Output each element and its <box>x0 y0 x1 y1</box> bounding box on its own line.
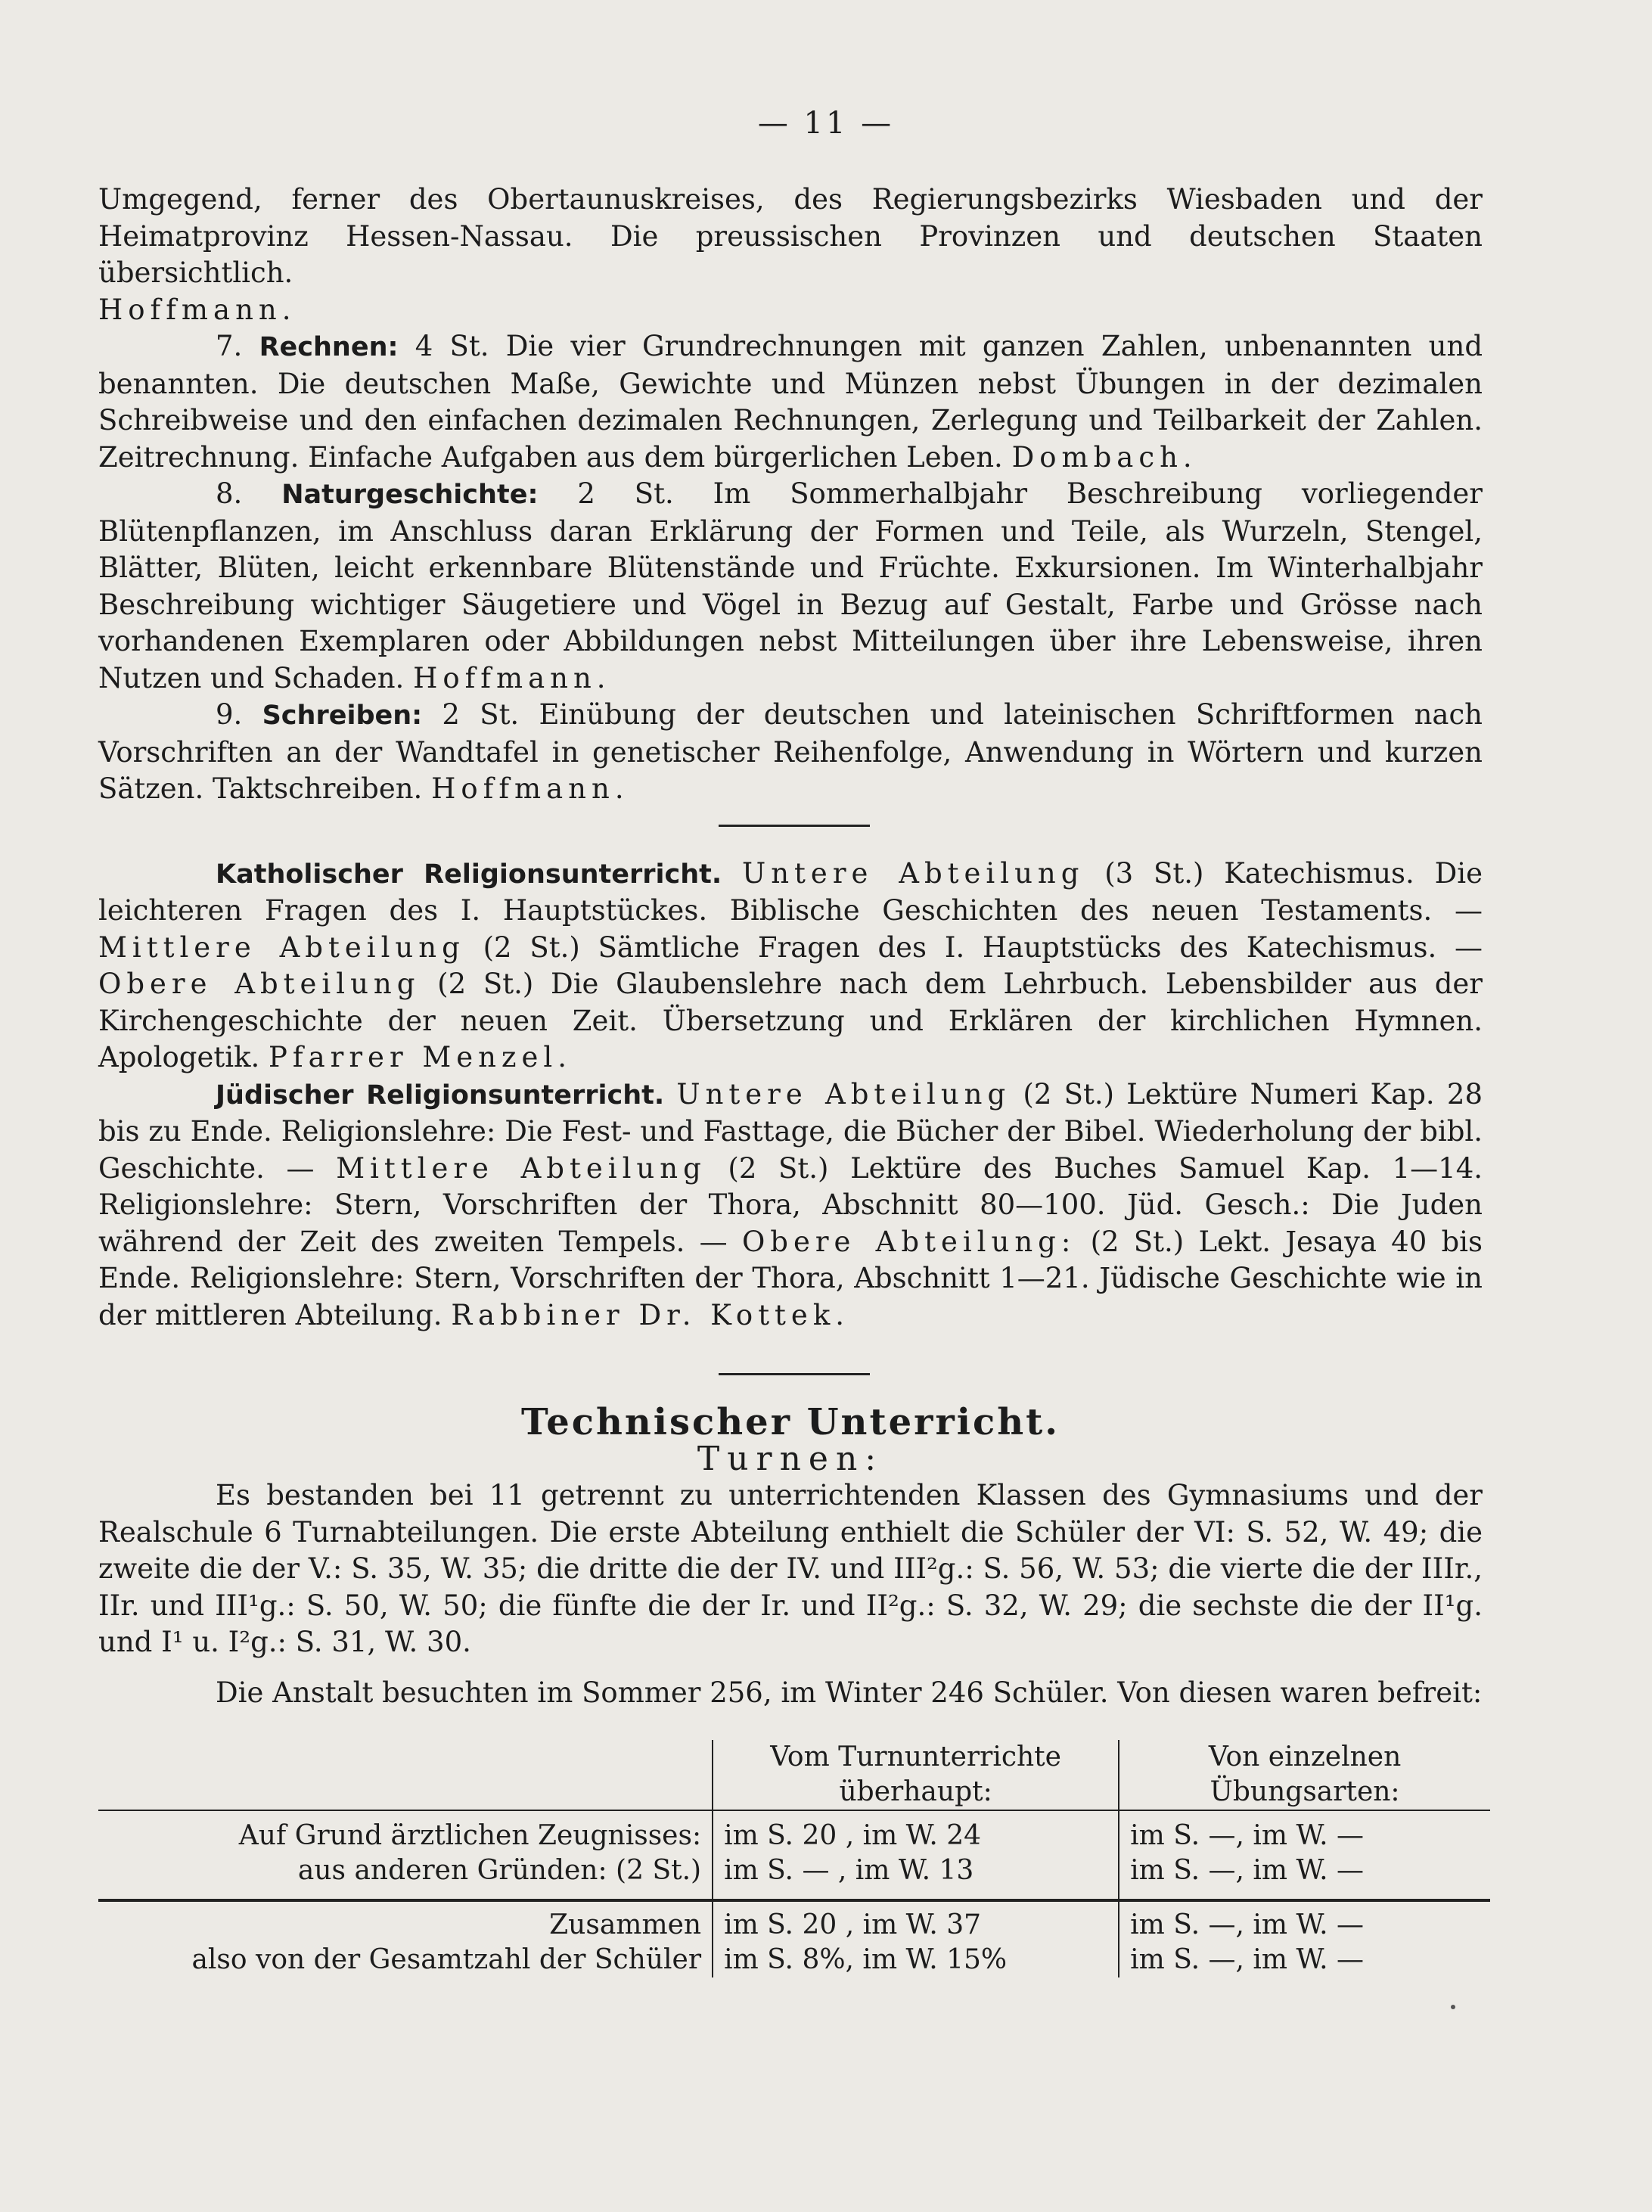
page-number: — 11 — <box>757 106 895 141</box>
table-cell: im S. —, im W. — <box>1130 1855 1365 1886</box>
section-label: Mittlere Abteilung <box>336 1151 706 1185</box>
divider <box>719 825 870 827</box>
table-cell: im S. — , im W. 13 <box>713 1853 1119 1900</box>
teacher-name: Pfarrer Menzel. <box>269 1041 572 1073</box>
divider <box>719 1373 870 1375</box>
table-cell: im S. 20 , im W. 37 <box>713 1900 1119 1943</box>
paragraph-juedisch <box>98 1076 1483 1334</box>
table-header-cell: Von einzelnen Übungsarten: <box>1208 1741 1402 1807</box>
subject-heading: Naturgeschichte: <box>281 480 539 510</box>
paragraph-text: (2 St.) Lekt. Jesaya 40 bis Ende. Religionslehre: Stern, Vorschriften der Thora, Abschnitt 1—21. Jüdische Geschichte wie in der mittleren Abteilung. <box>98 1225 1483 1331</box>
paragraph-text: (2 St.) Die Glaubenslehre nach dem Lehrbuch. Lebensbilder aus der Kirchengeschichte der neuen Zeit. Übersetzung und Erklären der kirchlichen Hymnen. Apologetik. <box>98 968 1483 1073</box>
section-label: Untere Abteilung <box>742 856 1085 890</box>
item-number: 9. <box>216 698 243 731</box>
table-row <box>98 1900 1490 1943</box>
item-number: 7. <box>216 330 243 362</box>
teacher-name: Dombach. <box>1011 440 1197 474</box>
table-cell: Auf Grund ärztlichen Zeugnisses: <box>98 1810 713 1853</box>
subject-heading: Schreiben: <box>262 701 423 731</box>
section-subtitle: Turnen: <box>697 1439 884 1478</box>
subject-heading: Katholischer Religionsunterricht. <box>216 859 722 890</box>
table-row <box>98 1810 1490 1853</box>
body-text <box>98 182 1483 1711</box>
section-title: Technischer Unterricht. <box>521 1401 1060 1443</box>
teacher-name: Rabbiner Dr. Kottek. <box>451 1298 850 1331</box>
table-header-cell: Vom Turnunterrichte überhaupt: <box>713 1740 1119 1810</box>
paragraph-schreiben <box>98 697 1483 808</box>
paragraph-turnen: Es bestanden bei 11 getrennt zu unterrichtenden Klassen des Gymnasiums und der Realschule 6 Turnabteilungen. Die erste Abteilung enthielt die Schüler der VI: S. 52, W. 49; die zweite die der V.: S. 35, W. 35; die dritte die der IV. und III²g.: S. 56, W. 53; die vierte die der IIIr., IIr. und III¹g.: S. 50, W. 50; die fünfte die der Ir. und II²g.: S. 32, W. 29; die sechste die der II¹g. und I¹ u. I²g.: S. 31, W. 30. <box>98 1479 1483 1658</box>
item-number: 8. <box>216 477 243 510</box>
paragraph-text: 2 St. Einübung der deutschen und lateinischen Schriftformen nach Vorschriften an der Wandtafel in genetischer Reihenfolge, Anwendung in Wörtern und kurzen Sätzen. Taktschreiben. <box>98 698 1483 805</box>
paragraph-geography <box>98 182 1483 328</box>
table-row <box>98 1853 1490 1900</box>
table-cell: Zusammen <box>98 1900 713 1943</box>
paragraph-text: (2 St.) Lektüre Numeri Kap. 28 bis zu Ende. Religionslehre: Die Fest- und Fasttage, die Bücher der Bibel. Wiederholung der bibl. Geschichte. — <box>98 1077 1483 1185</box>
paragraph-text: (3 St.) Katechismus. Die leichteren Fragen des I. Hauptstückes. Biblische Geschichten des neuen Testaments. — <box>98 856 1483 927</box>
paragraph-text: 4 St. Die vier Grundrechnungen mit ganzen Zahlen, unbenannten und benannten. Die deutschen Maße, Gewichte und Münzen nebst Übungen in der dezimalen Schreibweise und den einfachen dezimalen Rechnungen, Zerlegung und Teilbarkeit der Zahlen. Zeitrechnung. Einfache Aufgaben aus dem bürgerlichen Leben. <box>98 330 1483 474</box>
paragraph-text: (2 St.) Sämtliche Fragen des I. Hauptstücks des Katechismus. — <box>483 930 1483 964</box>
teacher-name: Hoffmann. <box>98 293 297 326</box>
table-header-row <box>98 1740 1490 1810</box>
section-label: Obere Abteilung <box>98 968 421 1000</box>
paragraph-text: (2 St.) Lektüre des Buches Samuel Kap. 1—14. Religionslehre: Stern, Vorschriften der Thora, Abschnitt 80—100. Jüd. Gesch.: Die Juden während der Zeit des zweiten Tempels. — <box>98 1151 1483 1258</box>
subject-heading: Jüdischer Religionsunterricht. <box>216 1080 665 1111</box>
table-cell: im S. —, im W. — <box>1119 1810 1490 1853</box>
ink-spot <box>1451 2005 1455 2009</box>
section-label: Untere Abteilung <box>676 1077 1011 1111</box>
paragraph-text: 2 St. Im Sommerhalbjahr Beschreibung vorliegender Blütenpflanzen, im Anschluss daran Erklärung der Formen und Teile, als Wurzeln, Stengel, Blätter, Blüten, leicht erkennbare Blütenstände und Früchte. Exkursionen. Im Winterhalbjahr Beschreibung wichtiger Säugetiere und Vögel in Bezug auf Gestalt, Farbe und Grösse nach vorhandenen Exemplaren oder Abbildungen nebst Mitteilungen über ihre Lebensweise, ihren Nutzen und Schaden. <box>98 477 1483 694</box>
section-label: Obere Abteilung: <box>741 1225 1076 1258</box>
table-row <box>98 1943 1490 1977</box>
subject-heading: Rechnen: <box>259 332 399 362</box>
table-cell: im S. —, im W. — <box>1130 1944 1365 1975</box>
exemption-table <box>98 1740 1490 1977</box>
paragraph-naturgeschichte <box>98 476 1483 697</box>
table-cell: also von der Gesamtzahl der Schüler <box>191 1944 702 1975</box>
paragraph-rechnen <box>98 328 1483 476</box>
table-header-empty <box>98 1740 713 1810</box>
table-cell: im S. 8%, im W. 15% <box>713 1943 1119 1977</box>
table-cell: im S. 20 , im W. 24 <box>713 1810 1119 1853</box>
section-label: Mittlere Abteilung <box>98 930 465 964</box>
teacher-name: Hoffmann. <box>431 772 629 805</box>
paragraph-text: Umgegend, ferner des Obertaunuskreises, des Regierungsbezirks Wiesbaden und der Heimatprovinz Hessen-Nassau. Die preussischen Provinzen und deutschen Staaten übersichtlich. <box>98 183 1483 289</box>
table-cell: im S. —, im W. — <box>1119 1900 1490 1943</box>
table-cell: aus anderen Gründen: (2 St.) <box>297 1855 702 1886</box>
paragraph-katholisch <box>98 856 1483 1076</box>
teacher-name: Hoffmann. <box>413 661 611 694</box>
paragraph-befreit: Die Anstalt besuchten im Sommer 256, im Winter 246 Schüler. Von diesen waren befreit: <box>216 1676 1483 1709</box>
